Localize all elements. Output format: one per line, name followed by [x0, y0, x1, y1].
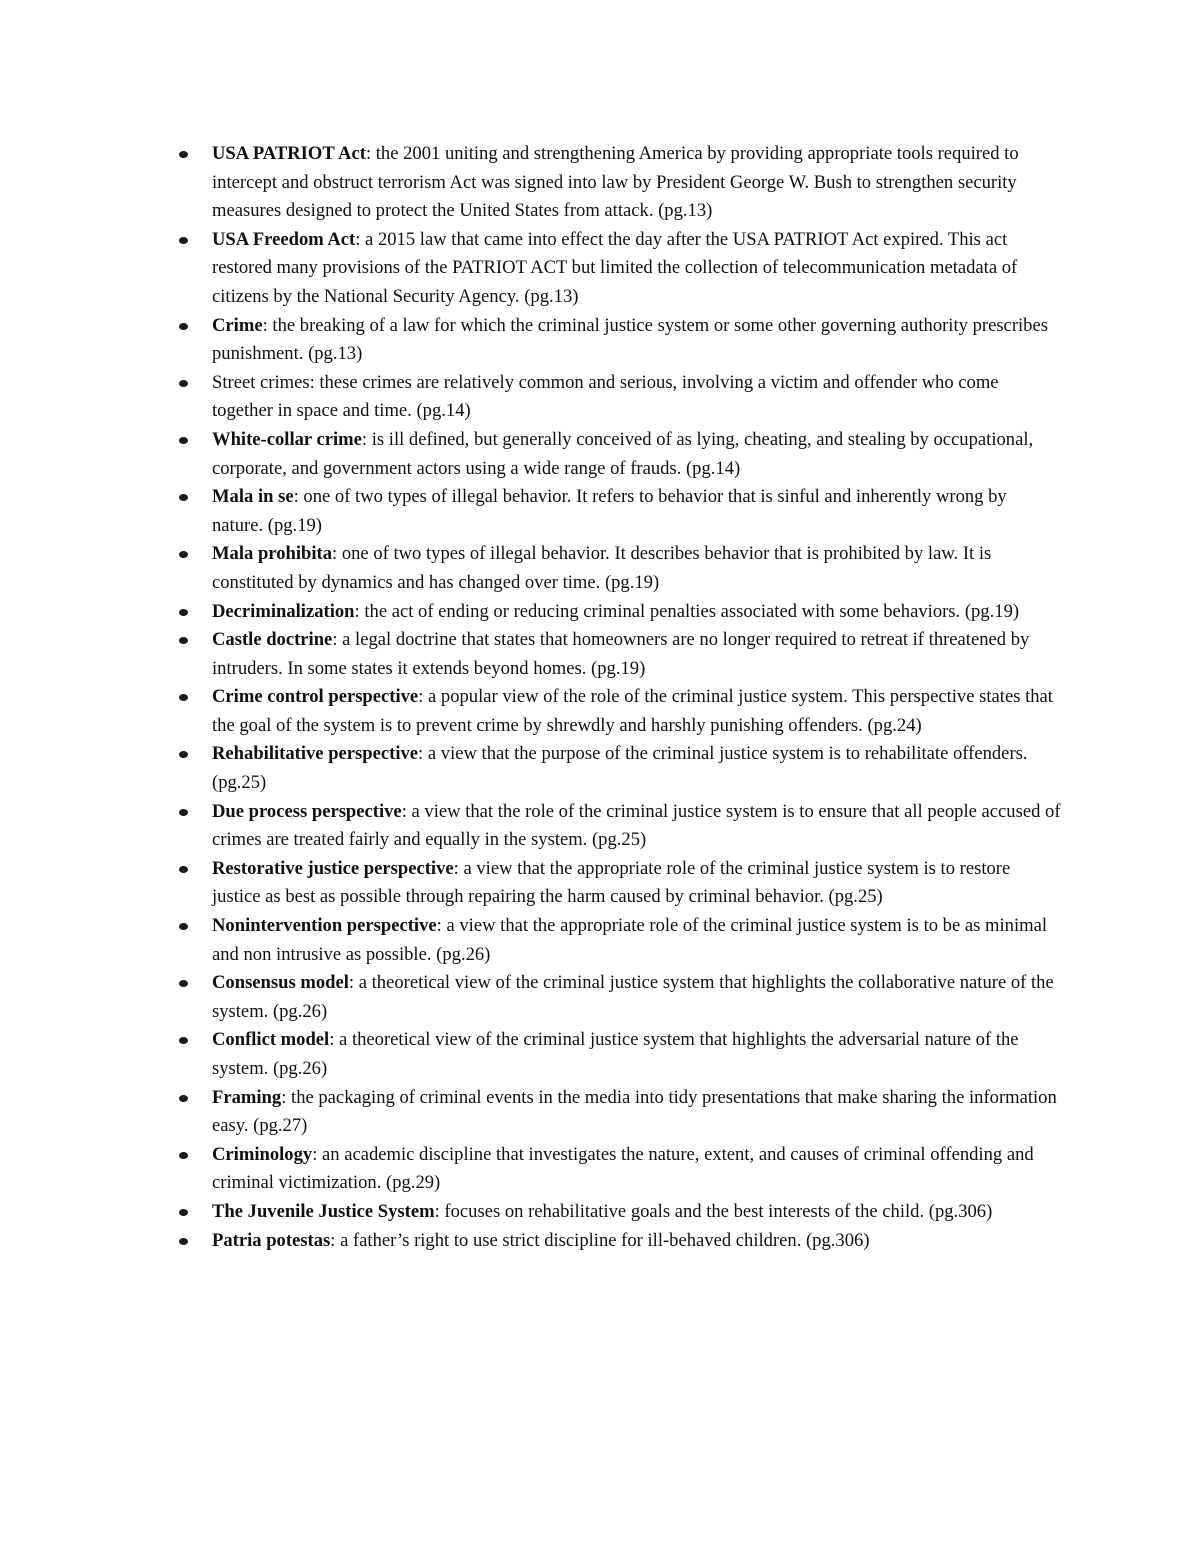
bullet-icon: [179, 380, 188, 387]
glossary-entry: [172, 1026, 1062, 1083]
glossary-entry: [172, 598, 1062, 627]
glossary-entry: [172, 483, 1062, 540]
glossary-term: Conflict model: [212, 1029, 330, 1051]
bullet-icon: [179, 980, 188, 987]
glossary-term: Due process perspective: [212, 800, 402, 822]
glossary-term: Criminology: [212, 1143, 313, 1165]
glossary-entry: [172, 1141, 1062, 1198]
bullet-icon: [179, 437, 188, 444]
glossary-entry: [172, 369, 1062, 426]
glossary-term: Decriminalization: [212, 600, 355, 622]
bullet-icon: [179, 1095, 188, 1102]
glossary-definition: a view that the role of the criminal justice system is to ensure that all people accused of crimes are treated fairly and equally in the system. (pg.25): [212, 800, 1061, 851]
glossary-entry: [172, 855, 1062, 912]
glossary-entry: [172, 740, 1062, 797]
bullet-icon: [179, 151, 188, 158]
glossary-definition: a theoretical view of the criminal justice system that highlights the collaborative nature of the system. (pg.26): [212, 972, 1054, 1022]
glossary-term: Consensus model: [212, 972, 349, 994]
term-separator: :: [354, 600, 360, 622]
glossary-term: Rehabilitative perspective: [212, 743, 419, 765]
glossary-entry: [172, 540, 1062, 597]
term-separator: :: [332, 543, 338, 565]
bullet-icon: [179, 809, 188, 816]
glossary-term: Restorative justice perspective: [212, 857, 454, 879]
bullet-icon: [179, 237, 188, 244]
glossary-term: Castle doctrine: [212, 629, 333, 651]
glossary-definition: the 2001 uniting and strengthening America by providing appropriate tools required to intercept and obstruct terrorism Act was signed into law by President George W. Bush to strengthen security measures designed to protect the United States from attack. (pg.13): [212, 143, 1019, 222]
bullet-icon: [179, 1238, 188, 1245]
bullet-icon: [179, 1209, 188, 1216]
term-separator: :: [332, 629, 338, 651]
bullet-icon: [179, 866, 188, 873]
glossary-term: Nonintervention perspective: [212, 915, 437, 937]
term-separator: :: [293, 486, 299, 508]
glossary-definition: a view that the purpose of the criminal justice system is to rehabilitate offenders. (pg.25): [212, 743, 1028, 794]
glossary-definition: the breaking of a law for which the criminal justice system or some other governing authority prescribes punishment. (pg.13): [212, 314, 1048, 365]
term-separator: :: [436, 915, 442, 937]
bullet-icon: [179, 637, 188, 644]
glossary-term: Crime: [212, 314, 263, 336]
bullet-icon: [179, 609, 188, 616]
term-separator: :: [418, 743, 424, 765]
glossary-definition: a popular view of the role of the criminal justice system. This perspective states that the goal of the system is to prevent crime by shrewdly and harshly punishing offenders. (pg.24): [212, 686, 1053, 736]
term-separator: :: [348, 972, 355, 994]
term-separator: :: [365, 143, 372, 164]
bullet-icon: [179, 1037, 188, 1044]
glossary-definition: a theoretical view of the criminal justice system that highlights the adversarial nature of the system. (pg.26): [212, 1029, 1019, 1079]
term-separator: :: [355, 228, 361, 250]
bullet-icon: [179, 751, 188, 758]
bullet-icon: [179, 323, 188, 330]
glossary-entry: [172, 426, 1062, 483]
glossary-entry: [172, 626, 1062, 683]
term-separator: :: [401, 800, 407, 822]
glossary-entry: [172, 1084, 1062, 1141]
glossary-term: Framing: [212, 1086, 282, 1108]
glossary-entry: [172, 683, 1062, 740]
glossary-definition: a view that the appropriate role of the criminal justice system is to restore justice as best as possible through repairing the harm caused by criminal behavior. (pg.25): [212, 857, 1011, 908]
term-separator: :: [330, 1229, 336, 1251]
bullet-icon: [179, 551, 188, 558]
glossary-term: Mala in se: [212, 486, 294, 508]
glossary-definition: a view that the appropriate role of the criminal justice system is to be as minimal and non intrusive as possible. (pg.26): [212, 915, 1047, 965]
glossary-definition: a 2015 law that came into effect the day after the USA PATRIOT Act expired. This act restored many provisions of the PATRIOT ACT but limited the collection of telecommunication metadata of citizens by the National Security Agency. (pg.13): [212, 228, 1018, 307]
glossary-term: The Juvenile Justice System: [212, 1200, 435, 1222]
glossary-term: USA PATRIOT Act: [212, 143, 366, 164]
glossary-definition: an academic discipline that investigates the nature, extent, and causes of criminal offending and criminal victimization. (pg.29): [212, 1143, 1034, 1194]
glossary-entry: [172, 798, 1062, 855]
glossary-definition: the packaging of criminal events in the media into tidy presentations that make sharing the information easy. (pg.27): [212, 1086, 1057, 1137]
glossary-definition: the act of ending or reducing criminal penalties associated with some behaviors. (pg.19): [359, 600, 1020, 622]
glossary-definition: Street crimes: these crimes are relatively common and serious, involving a victim and offender who come together in space and time. (pg.14): [212, 371, 999, 422]
glossary-definition: one of two types of illegal behavior. It refers to behavior that is sinful and inherently wrong by nature. (pg.19): [212, 486, 1007, 536]
bullet-icon: [179, 1152, 188, 1159]
bullet-icon: [179, 494, 188, 501]
glossary-definition: a father’s right to use strict discipline for ill-behaved children. (pg.306): [335, 1229, 870, 1251]
bullet-icon: [179, 923, 188, 930]
glossary-entry: [172, 1227, 1062, 1256]
glossary-term: Mala prohibita: [212, 543, 333, 565]
glossary-term: White-collar crime: [212, 428, 362, 450]
term-separator: :: [312, 1143, 318, 1165]
glossary-entry: [172, 1198, 1062, 1227]
glossary-definition: one of two types of illegal behavior. It describes behavior that is prohibited by law. It is constituted by dynamics and has changed over time. (pg.19): [212, 543, 992, 593]
glossary-entry: [172, 912, 1062, 969]
glossary-term: USA Freedom Act: [212, 228, 356, 250]
glossary-entry: [172, 226, 1062, 312]
glossary-definition: is ill defined, but generally conceived of as lying, cheating, and stealing by occupational, corporate, and government actors using a wide range of frauds. (pg.14): [212, 428, 1034, 479]
glossary-entry: [172, 312, 1062, 369]
term-separator: :: [329, 1029, 335, 1051]
term-separator: :: [281, 1086, 287, 1108]
term-separator: :: [418, 686, 424, 708]
glossary-list: [172, 140, 1062, 1255]
term-separator: :: [361, 428, 368, 450]
glossary-definition: focuses on rehabilitative goals and the best interests of the child. (pg.306): [439, 1200, 993, 1222]
glossary-entry: [172, 140, 1062, 226]
glossary-entry: [172, 969, 1062, 1026]
term-separator: :: [453, 857, 459, 879]
glossary-term: Crime control perspective: [212, 686, 419, 708]
term-separator: :: [434, 1200, 440, 1222]
term-separator: :: [262, 314, 268, 336]
glossary-definition: a legal doctrine that states that homeowners are no longer required to retreat if threatened by intruders. In some states it extends beyond homes. (pg.19): [212, 629, 1030, 679]
bullet-icon: [179, 694, 188, 701]
glossary-term: Patria potestas: [212, 1229, 331, 1251]
